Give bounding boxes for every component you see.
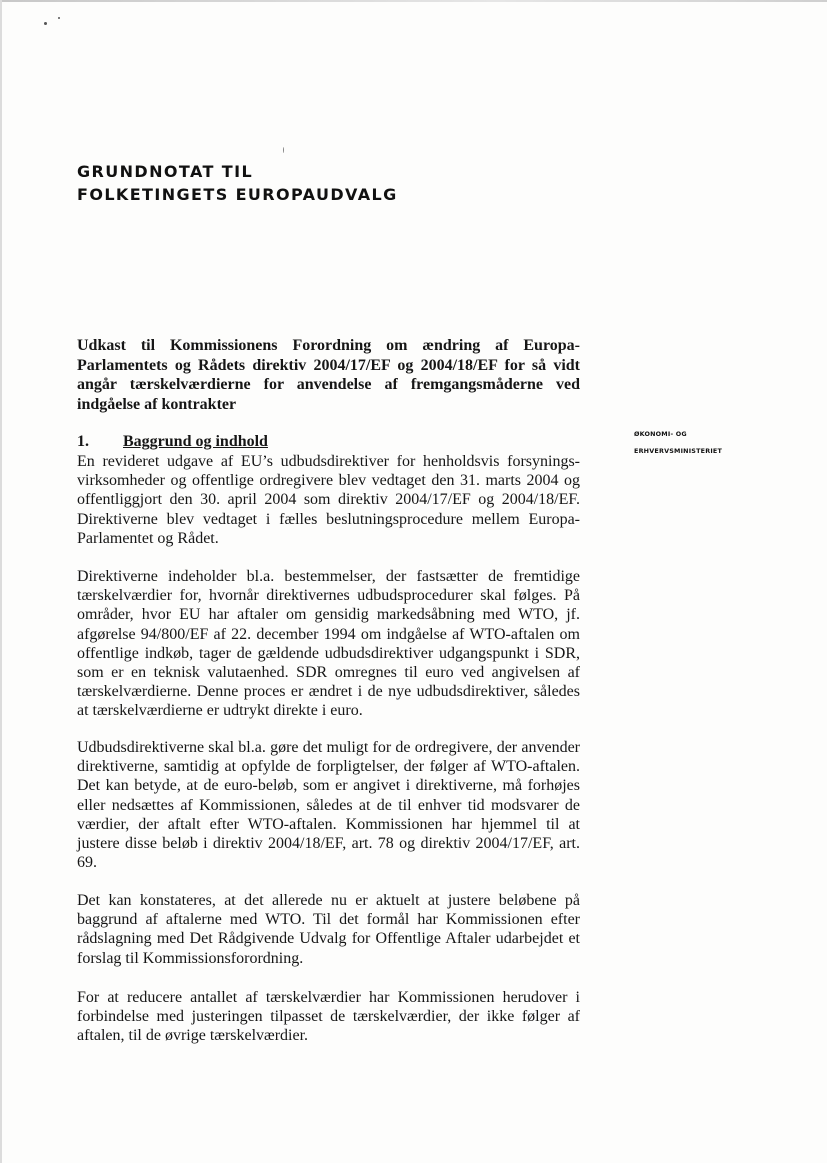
document-heading <box>77 160 398 206</box>
scan-edge-left <box>0 0 2 1163</box>
body-paragraph: Det kan konstateres, at det allerede nu er aktuelt at justere beløbene på baggrund af aftalerne med WTO. Til det formål har Kommissionen efter rådslagning med Det Rådgivende Udvalg for Offentlige Aftaler udarbejdet et forslag til Kommissionsforordning. <box>77 892 580 967</box>
body-paragraph: Direktiverne indeholder bl.a. bestemmelser, der fastsætter de fremtidige tærskelværdier for, hvornår direktivernes udbudsprocedurer skal følges. På områder, hvor EU har aftaler om gensidig markedsåbning med WTO, jf. afgørelse 94/800/EF af 22. december 1994 om indgåelse af WTO-aftalen om offentlige indkøb, tager de gældende udbudsdirektiver udgangspunkt i SDR, som er en teknisk valutaenhed. SDR omregnes til euro ved angivelsen af tærskelværdierne. Denne proces er ændret i de nye udbudsdirektiver, således at tærskelværdierne er udtrykt direkte i euro. <box>77 568 580 720</box>
ministry-label <box>634 426 722 460</box>
document-title: Udkast til Kommissionens Forordning om ændring af Europa-Parlamentets og Rådets direktiv 2004/17/EF og 2004/18/EF for så vidt angår tærskelværdierne for anvendelse af fremgangsmåderne ved indgåelse af kontrakter <box>77 337 580 413</box>
scan-speck <box>283 147 284 153</box>
body-paragraph: For at reducere antallet af tærskelværdier har Kommissionen herudover i forbindelse med justeringen tilpasset de tærskelværdier, der ikke følger af aftalen, til de øvrige tærskelværdier. <box>77 989 580 1045</box>
section-number: 1. <box>77 433 89 450</box>
scan-edge-top <box>0 0 827 2</box>
section-title: Baggrund og indhold <box>123 433 268 450</box>
body-paragraph: Udbudsdirektiverne skal bl.a. gøre det muligt for de ordregivere, der anvender direktiverne, samtidig at opfylde de forpligtelser, der følger af WTO-aftalen. Det kan betyde, at de euro-beløb, som er angivet i direktiverne, må forhøjes eller nedsættes af Kommissionen, således at de til enhver tid modsvarer de værdier, der aftalt efter WTO-aftalen. Kommissionen har hjemmel til at justere disse beløb i direktiv 2004/18/EF, art. 78 og direktiv 2004/17/EF, art. 69. <box>77 739 580 872</box>
section-heading <box>77 432 268 451</box>
ministry-label-line-1: ØKONOMI- OG <box>634 430 687 438</box>
heading-line-1: GRUNDNOTAT TIL <box>77 162 254 181</box>
ministry-label-line-2: ERHVERVSMINISTERIET <box>634 447 723 455</box>
body-paragraph: En revideret udgave af EU’s udbudsdirektiver for henholdsvis forsyningsvirksomheder og offentlige ordregivere blev vedtaget den 31. marts 2004 og offentliggjort den 30. april 2004 som direktiv 2004/17/EF og 2004/18/EF. Direktiverne blev vedtaget i fælles beslutningsprocedure mellem Europa-Parlamentet og Rådet. <box>77 453 580 547</box>
scan-speck <box>58 17 60 19</box>
scan-speck <box>44 22 47 25</box>
heading-line-2: FOLKETINGETS EUROPAUDVALG <box>77 185 398 204</box>
